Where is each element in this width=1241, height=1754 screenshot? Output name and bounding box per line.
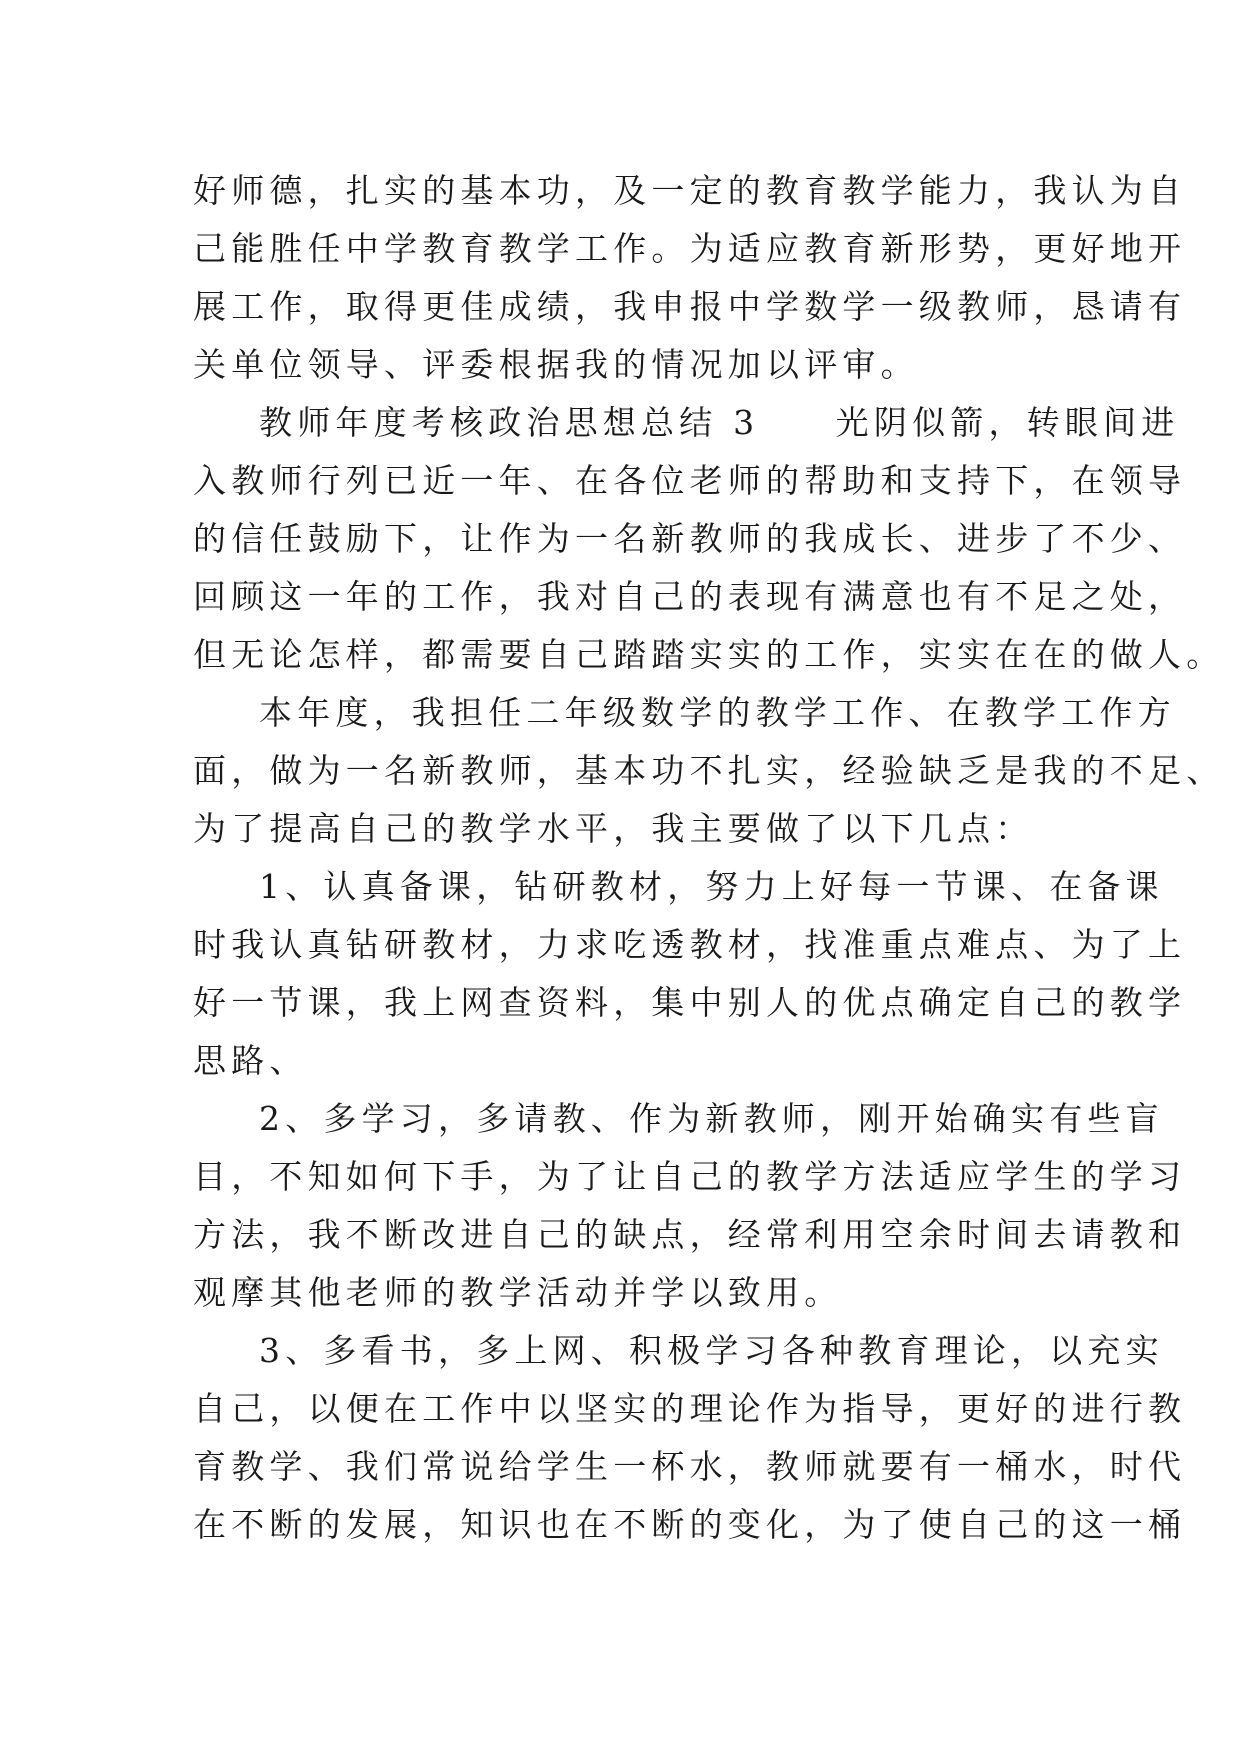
text-line: 的信任鼓励下，让作为一名新教师的我成长、进步了不少、 (193, 519, 1187, 558)
body-text (193, 162, 1225, 1554)
text-line: 面，做为一名新教师，基本功不扎实，经验缺乏是我的不足、 (193, 751, 1225, 790)
text-line: 但无论怎样，都需要自己踏踏实实的工作，实实在在的做人。 (193, 635, 1225, 674)
list-item-1-line: 1、认真备课，钻研教材，努力上好每一节课、在备课 (259, 867, 1164, 906)
text-line: 好师德，扎实的基本功，及一定的教育教学能力，我认为自 (193, 171, 1187, 210)
text-line: 自己，以便在工作中以坚实的理论作为指导，更好的进行教 (193, 1389, 1187, 1428)
text-line: 好一节课，我上网查资料，集中别人的优点确定自己的教学 (193, 983, 1187, 1022)
list-item-2-line: 2、多学习，多请教、作为新教师，刚开始确实有些盲 (259, 1099, 1164, 1138)
text-line: 为了提高自己的教学水平，我主要做了以下几点： (193, 809, 1034, 848)
text-line: 观摩其他老师的教学活动并学以致用。 (193, 1273, 843, 1312)
paragraph-start-line: 本年度，我担任二年级数学的教学工作、在教学工作方 (259, 693, 1176, 732)
section-heading-line: 教师年度考核政治思想总结 3 光阴似箭，转眼间进 (259, 403, 1180, 442)
text-line: 回顾这一年的工作，我对自己的表现有满意也有不足之处， (193, 577, 1187, 616)
text-line: 入教师行列已近一年、在各位老师的帮助和支持下，在领导 (193, 461, 1187, 500)
text-line: 目，不知如何下手，为了让自己的教学方法适应学生的学习 (193, 1157, 1187, 1196)
text-line: 育教学、我们常说给学生一杯水，教师就要有一桶水，时代 (193, 1447, 1187, 1486)
text-line: 时我认真钻研教材，力求吃透教材，找准重点难点、为了上 (193, 925, 1187, 964)
text-line: 思路、 (193, 1041, 308, 1080)
text-line: 方法，我不断改进自己的缺点，经常利用空余时间去请教和 (193, 1215, 1187, 1254)
text-line: 关单位领导、评委根据我的情况加以评审。 (193, 345, 919, 384)
text-line: 在不断的发展，知识也在不断的变化，为了使自己的这一桶 (193, 1505, 1187, 1544)
list-item-3-line: 3、多看书，多上网、积极学习各种教育理论，以充实 (259, 1331, 1164, 1370)
text-line: 己能胜任中学教育教学工作。为适应教育新形势，更好地开 (193, 229, 1187, 268)
text-line: 展工作，取得更佳成绩，我申报中学数学一级教师，恳请有 (193, 287, 1187, 326)
